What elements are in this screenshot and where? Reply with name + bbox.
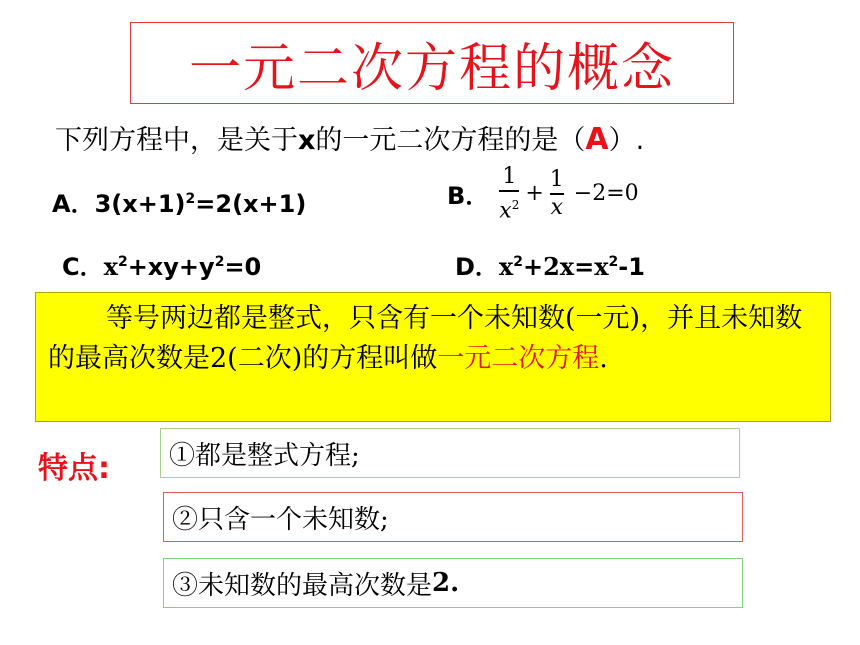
definition-text: 等号两边都是整式，只含有一个未知数(一元)，并且未知数的最高次数是2(二次)的方程叫做 [48, 303, 803, 374]
question-text [55, 118, 644, 157]
option-a-label: A． [52, 190, 95, 218]
feature-item-2 [163, 492, 743, 542]
option-b-tail: −2=0 [573, 181, 639, 207]
option-c-exponent-2: 2 [214, 254, 225, 270]
option-d [455, 247, 645, 282]
option-d-exponent-2: 2 [608, 254, 619, 270]
feature-item-1 [160, 428, 740, 478]
option-c-exponent-1: 2 [117, 254, 128, 270]
fraction-2-numerator: 1 [549, 167, 564, 193]
fraction-1-den-var: x [499, 197, 512, 223]
fraction-1-denominator [499, 192, 519, 224]
feature-item-3 [163, 558, 743, 608]
option-c-middle: +xy+y [127, 253, 215, 281]
option-d-tail: -1 [618, 253, 645, 281]
option-c [62, 247, 261, 282]
title-box [130, 22, 734, 104]
feature-item-3-number: 2. [432, 568, 460, 598]
option-d-x: x [498, 252, 514, 281]
fraction-1-numerator: 1 [502, 164, 517, 189]
option-c-tail: =0 [224, 253, 262, 281]
fraction-2-denominator: x [550, 194, 563, 220]
page-title: 一元二次方程的概念 [188, 38, 675, 99]
option-a-part2: =2(x+1) [195, 190, 307, 218]
option-b-plus: + [525, 181, 544, 207]
option-b-label: B． [447, 182, 490, 211]
option-d-exponent-1: 2 [513, 254, 523, 270]
answer-letter: A [585, 122, 609, 157]
option-b-fraction-2 [550, 167, 564, 221]
option-b-fraction-1 [499, 164, 519, 224]
option-c-label: C． [62, 253, 104, 281]
definition-end: . [599, 343, 608, 374]
features-label: 特点: [38, 451, 110, 486]
option-a [52, 184, 306, 219]
option-d-middle: +2x=x [522, 252, 609, 281]
feature-item-1-text: ①都是整式方程; [169, 440, 360, 471]
feature-item-3-text: ③未知数的最高次数是 [172, 570, 433, 601]
question-closing: ）. [608, 125, 645, 156]
option-a-part1: 3(x+1) [94, 190, 186, 218]
option-c-x: x [103, 252, 118, 281]
option-a-exponent: 2 [185, 191, 196, 207]
feature-item-2-text: ②只含一个未知数; [172, 504, 389, 535]
option-b [447, 164, 639, 224]
question-variable: x [298, 125, 316, 156]
fraction-1-den-exp: 2 [511, 197, 520, 212]
option-d-label: D． [455, 253, 499, 281]
question-middle: 的一元二次方程的是（ [315, 125, 586, 156]
question-prefix: 下列方程中，是关于 [55, 125, 298, 156]
definition-box [35, 292, 831, 422]
definition-term: 一元二次方程 [437, 343, 600, 374]
